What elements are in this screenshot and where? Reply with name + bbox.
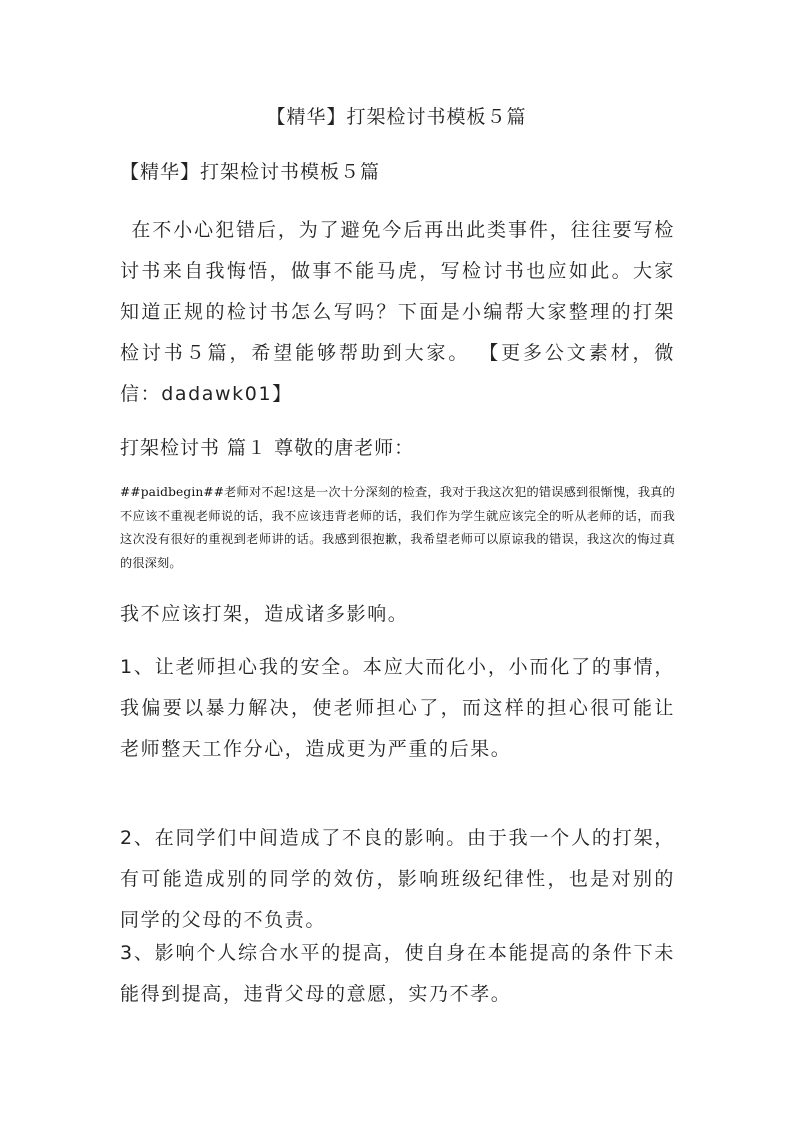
body-paragraph-4: 3、影响个人综合水平的提高，使自身在本能提高的条件下未能得到提高，违背父母的意愿，实乃不孝。 <box>120 942 675 1005</box>
section-heading: 打架检讨书 篇１ 尊敬的唐老师： <box>120 437 415 459</box>
document-title: 【精华】打架检讨书模板５篇 <box>266 106 527 128</box>
apology-paragraph: ##paidbegin##老师对不起!这是一次十分深刻的检查，我对于我这次犯的错误感到很惭愧，我真的不应该不重视老师说的话，我不应该违背老师的话，我们作为学生就应该完全的听从老师的话，而我这次没有很好的重视到老师讲的话。我感到很抱歉，我希望老师可以原谅我的错误，我这次的悔过真的很深刻。 <box>120 485 675 570</box>
body-paragraph-3: 2、在同学们中间造成了不良的影响。由于我一个人的打架，有可能造成别的同学的效仿，影响班级纪律性，也是对别的同学的父母的不负责。 <box>120 827 675 931</box>
intro-paragraph: 在不小心犯错后，为了避免今后再出此类事件，往往要写检讨书来自我悔悟，做事不能马虎，写检讨书也应如此。大家知道正规的检讨书怎么写吗？下面是小编帮大家整理的打架检讨书５篇，希望能够帮助到大家。 【更多公文素材，微信：dadawk01】 <box>120 219 675 405</box>
document-subtitle: 【精华】打架检讨书模板５篇 <box>120 161 381 183</box>
body-paragraph-1: 我不应该打架，造成诸多影响。 <box>120 603 409 625</box>
body-paragraph-2: 1、让老师担心我的安全。本应大而化小，小而化了的事情，我偏要以暴力解决，使老师担心了，而这样的担心很可能让老师整天工作分心，造成更为严重的后果。 <box>120 656 675 760</box>
